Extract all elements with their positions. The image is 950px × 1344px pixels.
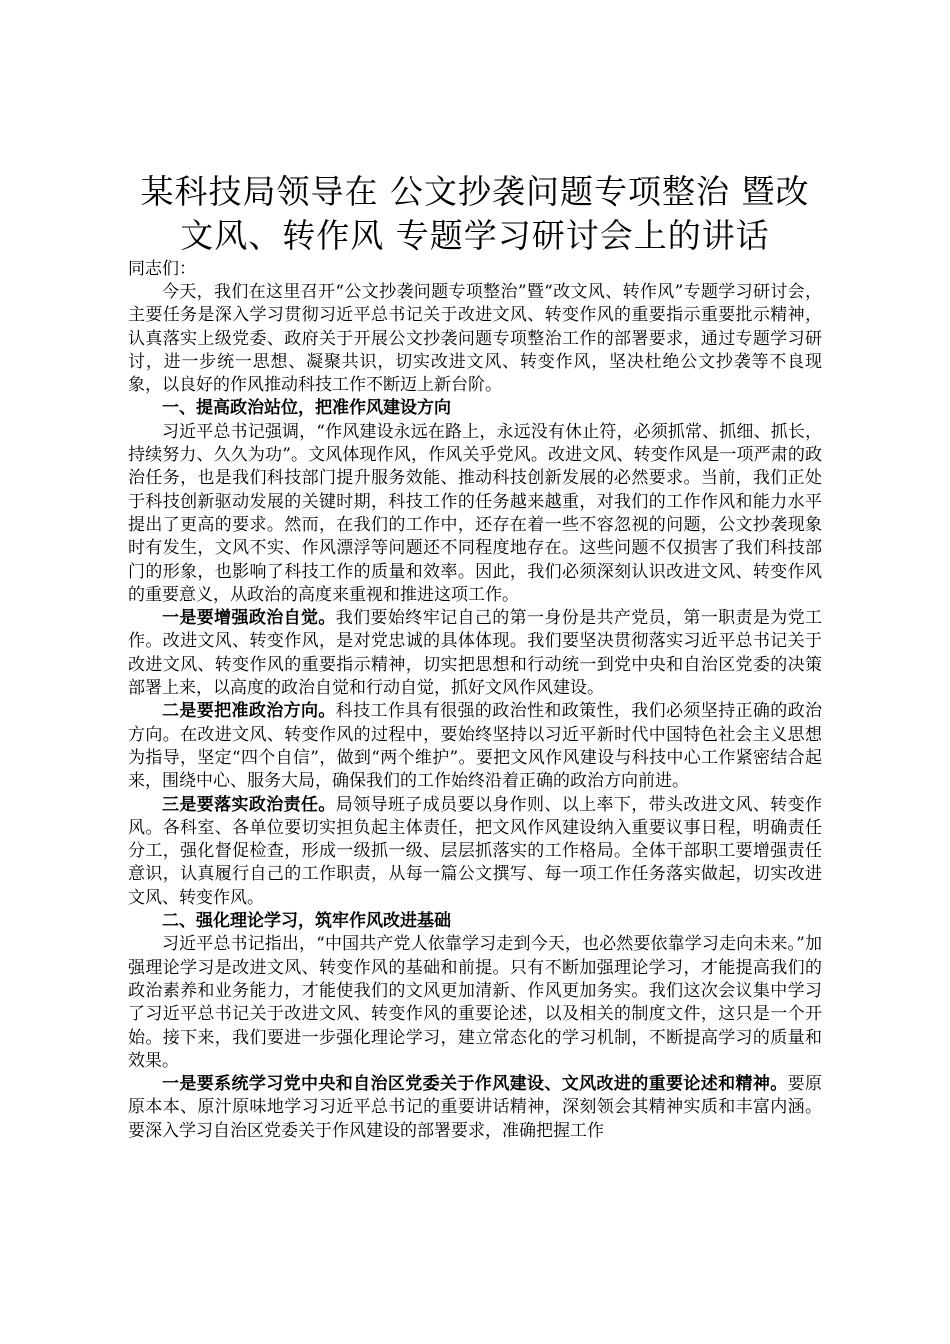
point-lead: 一是要增强政治自觉。 <box>162 608 336 629</box>
section-2-heading: 二、强化理论学习，筑牢作风改进基础 <box>162 911 451 932</box>
section-2-body: 习近平总书记指出，“中国共产党人依靠学习走到今天，也必然要依靠学习走向未来。”加强理论学习是改进文风、转变作风的基础和前提。只有不断加强理论学习，才能提高我们的政治素养和业务能力，才能使我们的文风更加清新、作风更加务实。我们这次会议集中学习了习近平总书记关于改进文风、转变作风的重要论述，以及相关的制度文件，这只是一个开始。接下来，我们要进一步强化理论学习，建立常态化的学习机制，不断提高学习的质量和效果。 <box>128 934 822 1071</box>
section-1-point-3 <box>128 794 822 910</box>
section-2-point-1 <box>128 1073 822 1143</box>
point-lead: 二是要把准政治方向。 <box>162 701 336 722</box>
section-1-point-2 <box>128 700 822 793</box>
point-body: 要原原本本、原汁原味地学习习近平总书记的重要讲话精神，深刻领会其精神实质和丰富内涵。要深入学习自治区党委关于作风建设的部署要求，准确把握工作 <box>128 1074 823 1141</box>
point-body: 我们要始终牢记自己的第一身份是共产党员，第一职责是为党工作。改进文风、转变作风，是对党忠诚的具体体现。我们要坚决贯彻落实习近平总书记关于改进文风、转变作风的重要指示精神，切实把思想和行动统一到党中央和自治区党委的决策部署上来，以高度的政治自觉和行动自觉，抓好文风作风建设。 <box>128 608 823 699</box>
document-title: 某科技局领导在 公文抄袭问题专项整治 暨改文风、转作风 专题学习研讨会上的讲话 <box>140 172 810 255</box>
section-1-point-1 <box>128 607 822 700</box>
section-1-heading: 一、提高政治站位，把准作风建设方向 <box>162 398 451 419</box>
greeting: 同志们： <box>128 259 196 279</box>
point-body: 科技工作具有很强的政治性和政策性，我们必须坚持正确的政治方向。在改进文风、转变作风的过程中，要始终坚持以习近平新时代中国特色社会主义思想为指导，坚定“四个自信”，做到“两个维护”。要把文风作风建设与科技中心工作紧密结合起来，围绕中心、服务大局，确保我们的工作始终沿着正确的政治方向前进。 <box>128 701 823 792</box>
point-lead: 一是要系统学习党中央和自治区党委关于作风建设、文风改进的重要论述和精神。 <box>162 1074 788 1095</box>
section-1-body: 习近平总书记强调，“作风建设永远在路上，永远没有休止符，必须抓常、抓细、抓长，持续努力、久久为功”。文风体现作风，作风关乎党风。改进文风、转变作风是一项严肃的政治任务，也是我们科技部门提升服务效能、推动科技创新发展的必然要求。当前，我们正处于科技创新驱动发展的关键时期，科技工作的任务越来越重，对我们的工作作风和能力水平提出了更高的要求。然而，在我们的工作中，还存在着一些不容忽视的问题，公文抄袭现象时有发生，文风不实、作风漂浮等问题还不同程度地存在。这些问题不仅损害了我们科技部门的形象，也影响了科技工作的质量和效率。因此，我们必须深刻认识改进文风、转变作风的重要意义，从政治的高度来重视和推进这项工作。 <box>128 421 822 605</box>
point-body: 局领导班子成员要以身作则、以上率下，带头改进文风、转变作风。各科室、各单位要切实担负起主体责任，把文风作风建设纳入重要议事日程，明确责任分工，强化督促检查，形成一级抓一级、层层抓落实的工作格局。全体干部职工要增强责任意识，认真履行自己的工作职责，从每一篇公文撰写、每一项工作任务落实做起，切实改进文风、转变作风。 <box>128 794 823 908</box>
intro-paragraph: 今天，我们在这里召开“公文抄袭问题专项整治”暨“改文风、转作风”专题学习研讨会，主要任务是深入学习贯彻习近平总书记关于改进文风、转变作风的重要指示重要批示精神，认真落实上级党委、政府关于开展公文抄袭问题专项整治工作的部署要求，通过专题学习研讨，进一步统一思想、凝聚共识，切实改进文风、转变作风，坚决杜绝公文抄袭等不良现象，以良好的作风推动科技工作不断迈上新台阶。 <box>128 282 822 396</box>
document-page <box>128 170 822 1143</box>
point-lead: 三是要落实政治责任。 <box>162 794 336 815</box>
